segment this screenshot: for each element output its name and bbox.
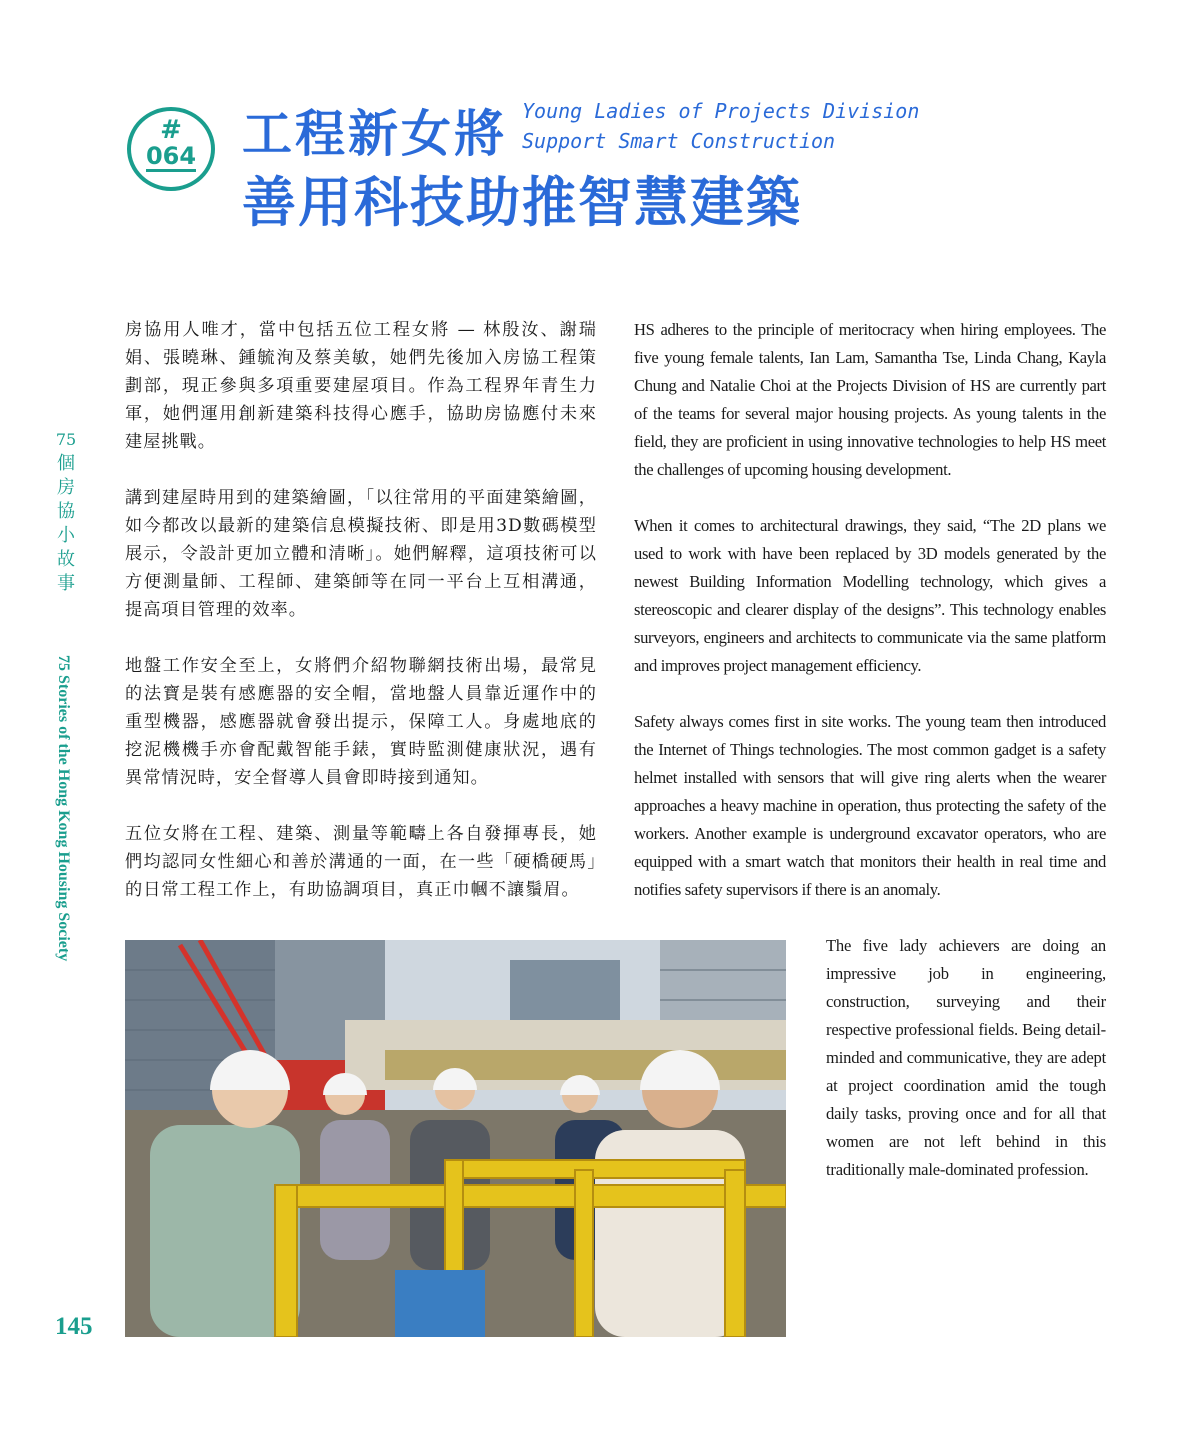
- english-paragraph: When it comes to architectural drawings, they said, “The 2D plans we used to work with have been replaced by 3D models generated by the newest Building Information Modelling technology, which gives a stereoscopic and clearer display of the designs”. This technology enables surveyors, engineers and architects to communicate via the same platform and improves project management efficiency.: [634, 516, 1106, 675]
- english-paragraph: The five lady achievers are doing an impressive job in engineering, construction, surveying and their respective professional fields. Being detail-minded and communicative, they are adept at project coordination amid the tough daily tasks, proving once and for all that women are not left behind in this traditionally male-dominated profession.: [826, 936, 1106, 1179]
- title-english-line1: Young Ladies of Projects Division: [522, 99, 920, 123]
- chinese-paragraph: 講到建屋時用到的建築繪圖，「以往常用的平面建築繪圖，如今都改以最新的建築信息模擬技術、即是用3D數碼模型展示，令設計更加立體和清晰」。她們解釋，這項技術可以方便測量師、工程師、建築師等在同一平台上互相溝通，提高項目管理的效率。: [125, 488, 597, 620]
- title-chinese-line1: 工程新女將: [242, 105, 507, 163]
- sidebar-zh-char: 事: [57, 573, 75, 594]
- chinese-article-column: [125, 316, 597, 932]
- chinese-paragraph: 房協用人唯才，當中包括五位工程女將 — 林殷汝、謝瑞娟、張曉琳、鍾毓洵及蔡美敏，她們先後加入房協工程策劃部，現正參與多項重要建屋項目。作為工程界年青生力軍，她們運用創新建築科技得心應手，協助房協應付未來建屋挑戰。: [125, 320, 597, 452]
- story-number-badge: [127, 107, 215, 191]
- badge-hash: #: [160, 115, 182, 145]
- title-english: [522, 96, 919, 156]
- sidebar-chinese-title: [55, 428, 77, 596]
- team-photo: [125, 940, 786, 1337]
- sidebar-zh-char: 房: [57, 477, 75, 498]
- title-chinese-line2: 善用科技助推智慧建築: [242, 171, 802, 234]
- chinese-paragraph: 五位女將在工程、建築、測量等範疇上各自發揮專長，她們均認同女性細心和善於溝通的一面，在一些「硬橋硬馬」的日常工程工作上，有助協調項目，真正巾幗不讓鬚眉。: [125, 824, 597, 900]
- team-photo-illustration: [125, 940, 786, 1337]
- page-number: 145: [55, 1313, 93, 1340]
- sidebar-zh-number: 75: [55, 430, 77, 449]
- sidebar-zh-char: 協: [57, 501, 75, 522]
- sidebar-zh-char: 故: [57, 549, 75, 570]
- sidebar-en-text: 75 Stories of the Hong Kong Housing Society: [55, 655, 72, 962]
- english-article-column-bottom: [826, 932, 1106, 1184]
- chinese-paragraph: 地盤工作安全至上，女將們介紹物聯網技術出場，最常見的法寶是裝有感應器的安全帽，當地盤人員靠近運作中的重型機器，感應器就會發出提示，保障工人。身處地底的挖泥機機手亦會配戴智能手錶，實時監測健康狀況，遇有異常情況時，安全督導人員會即時接到通知。: [125, 656, 597, 788]
- english-paragraph: Safety always comes first in site works. The young team then introduced the Internet of Things technologies. The most common gadget is a safety helmet installed with sensors that will give ring alerts when the wearer approaches a heavy machine in operation, thus protecting the safety of the workers. Another example is underground excavator operators, who are equipped with a smart watch that monitors their health in real time and notifies safety supervisors if there is an anomaly.: [634, 712, 1106, 899]
- title-english-line2: Support Smart Construction: [522, 129, 836, 153]
- sidebar-english-title: [52, 655, 74, 1000]
- english-paragraph: HS adheres to the principle of meritocracy when hiring employees. The five young female talents, Ian Lam, Samantha Tse, Linda Chang, Kayla Chung and Natalie Choi at the Projects Division of HS are currently part of the teams for several major housing projects. As young talents in the field, they are proficient in using innovative technologies to help HS meet the challenges of upcoming housing development.: [634, 320, 1106, 479]
- english-article-column: [634, 316, 1106, 932]
- badge-number: 064: [145, 142, 197, 170]
- sidebar-zh-char: 個: [57, 453, 75, 474]
- sidebar-zh-char: 小: [57, 525, 75, 546]
